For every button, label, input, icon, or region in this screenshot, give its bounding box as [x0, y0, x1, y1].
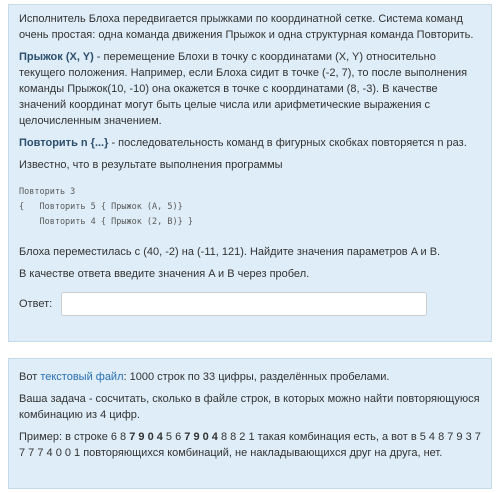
answer-format-text: В качестве ответа введите значения A и B через пробел. — [19, 268, 310, 280]
code-line: Повторить 3 — [19, 187, 76, 197]
jump-command-text: - перемещение Блохи в точку с координатами (X, Y) относительно текущего положения. Например, если Блоха сидит в точке (-2, 7), то после выполнения команды Прыжок(10, -10) она окажется в точке с координатами (8, -3). В качестве значений координат могут быть целые числа или арифметические выражения с целочисленным значением. — [19, 51, 468, 127]
task-intro: Исполнитель Блоха передвигается прыжками по координатной сетке. Система команд очень простая: одна команда движения Прыжок и одна структурная команда Повторить. — [19, 13, 474, 41]
example-mid: 5 6 — [162, 431, 185, 443]
file-intro — [19, 369, 481, 385]
answer-input[interactable] — [61, 292, 427, 316]
code-line: { Повторить 5 { Прыжок (A, 5)} — [19, 202, 183, 212]
answer-row — [19, 292, 481, 316]
file-intro-suffix: : 1000 строк по 33 цифры, разделённых пробелами. — [123, 371, 390, 383]
code-line: Повторить 4 { Прыжок (2, B)} } — [19, 217, 193, 227]
jump-command-title: Прыжок (X, Y) — [19, 51, 94, 63]
task-card-digits — [8, 358, 492, 489]
example-prefix: Пример: в строке 6 8 — [19, 431, 130, 443]
repeat-command-title: Повторить n {...} — [19, 137, 109, 149]
task-text: Ваша задача - сосчитать, сколько в файле строк, в которых можно найти повторяющуюся комбинацию из 4 цифр. — [19, 393, 480, 421]
text-file-link[interactable]: текстовый файл — [40, 371, 124, 383]
answer-label: Ответ: — [19, 298, 53, 310]
task-card-flea — [8, 4, 492, 342]
repeat-description — [19, 135, 481, 151]
example-combo-2: 7 9 0 4 — [184, 431, 218, 443]
example-text — [19, 429, 481, 461]
example-combo-1: 7 9 0 4 — [129, 431, 163, 443]
file-intro-prefix: Вот — [19, 371, 41, 383]
jump-description — [19, 49, 481, 129]
known-text: Известно, что в результате выполнения программы — [19, 159, 283, 171]
example-rest: 8 8 2 1 такая комбинация есть, а вот в 5 4 8 7 9 3 7 7 7 7 4 0 0 1 повторяющихся комбинаций, не накладывающихся друг на друга, нет. — [19, 431, 481, 459]
repeat-command-text: - последовательность команд в фигурных скобках повторяется n раз. — [108, 137, 467, 149]
program-code — [19, 185, 481, 230]
moved-text: Блоха переместилась с (40, -2) на (-11, 121). Найдите значения параметров A и B. — [19, 246, 441, 258]
